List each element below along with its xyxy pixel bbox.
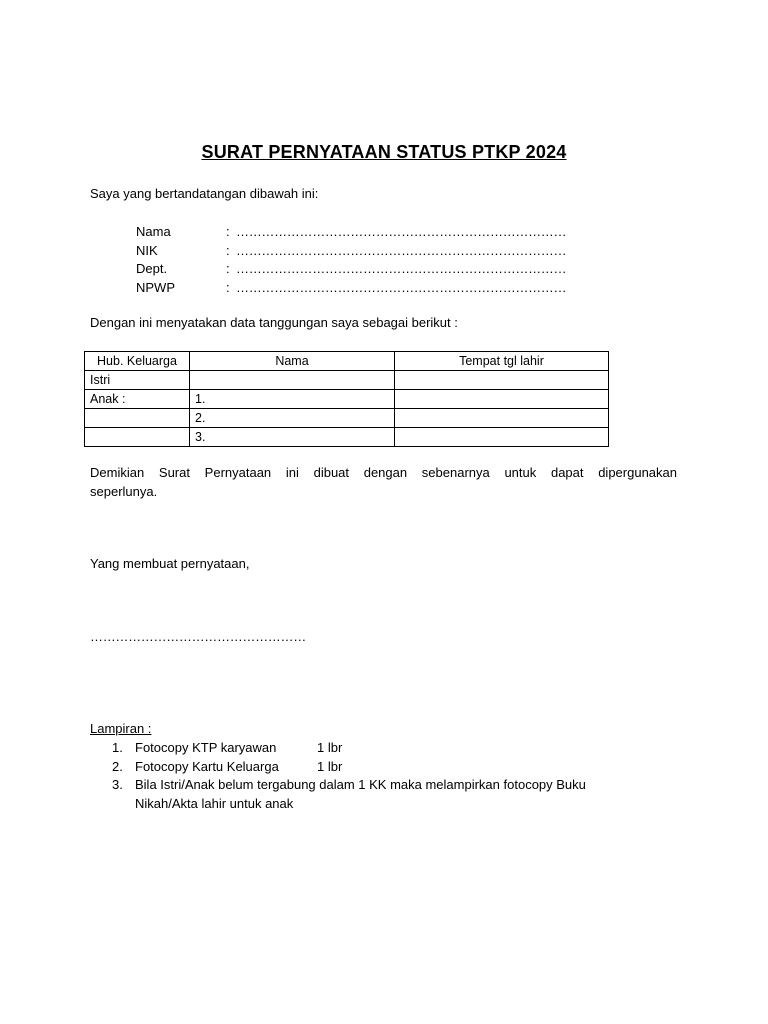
field-label: Nama: [136, 224, 171, 239]
list-item-name: Bila Istri/Anak belum tergabung dalam 1 KK maka melampirkan fotocopy Buku Nikah/Akta lahir untuk anak: [135, 777, 586, 811]
field-colon: :: [226, 224, 230, 239]
table-row: [85, 390, 609, 409]
signer-label: Yang membuat pernyataan,: [90, 556, 250, 571]
table-cell: [85, 409, 190, 428]
list-item-qty: 1 lbr: [317, 740, 343, 755]
closing-paragraph: [90, 463, 677, 501]
field-colon: :: [226, 279, 230, 295]
list-item: [112, 758, 632, 777]
field-value: ……………………………………………………………………: [236, 224, 567, 239]
table-cell: 3.: [190, 428, 395, 447]
field-value: ……………………………………………………………………: [236, 261, 567, 276]
table-header-cell: Tempat tgl lahir: [395, 352, 609, 371]
table-row: [85, 371, 609, 390]
field-label: NPWP: [136, 279, 175, 295]
table-cell: [395, 371, 609, 390]
closing-line: seperlunya.: [90, 484, 158, 499]
list-item: [112, 739, 632, 758]
field-nama: [136, 223, 566, 242]
identity-fields: [136, 223, 566, 297]
field-dept: [136, 260, 566, 279]
signature-line: ……………………………………………: [90, 629, 306, 644]
statement-text: Dengan ini menyatakan data tanggungan saya sebagai berikut :: [90, 315, 458, 330]
intro-text: Saya yang bertandatangan dibawah ini:: [90, 186, 319, 201]
table-cell: [85, 428, 190, 447]
table-cell: Istri: [85, 371, 190, 390]
table-cell: [395, 428, 609, 447]
table-header-cell: Hub. Keluarga: [85, 352, 190, 371]
field-value: ……………………………………………………………………: [236, 279, 567, 295]
list-item-qty: 1 lbr: [317, 758, 343, 774]
table-cell: 1.: [190, 390, 395, 409]
table-cell: Anak :: [85, 390, 190, 409]
field-label: NIK: [136, 242, 158, 258]
table-cell: [190, 371, 395, 390]
table-row: [85, 409, 609, 428]
table-header-cell: Nama: [190, 352, 395, 371]
field-colon: :: [226, 242, 230, 258]
table-cell: 2.: [190, 409, 395, 428]
field-label: Dept.: [136, 261, 168, 276]
table-header-row: [85, 352, 609, 371]
table-row: [85, 428, 609, 447]
list-item-name: Fotocopy KTP karyawan: [135, 740, 277, 755]
list-item-name: Fotocopy Kartu Keluarga: [135, 758, 279, 774]
closing-line: Demikian Surat Pernyataan ini dibuat dengan sebenarnya untuk dapat dipergunakan: [90, 465, 677, 480]
document-title: SURAT PERNYATAAN STATUS PTKP 2024: [201, 142, 567, 162]
table-cell: [395, 409, 609, 428]
list-item-number: 2.: [112, 758, 123, 774]
list-item-number: 1.: [112, 740, 123, 755]
field-value: ……………………………………………………………………: [236, 242, 567, 258]
field-npwp: [136, 279, 566, 298]
field-nik: [136, 242, 566, 261]
attachments-title: Lampiran :: [90, 721, 152, 736]
list-item-number: 3.: [112, 777, 123, 792]
dependents-table: [84, 351, 609, 447]
field-colon: :: [226, 261, 230, 276]
attachments-list: [112, 739, 632, 813]
table-cell: [395, 390, 609, 409]
list-item: [112, 776, 632, 813]
list-item-body: [135, 758, 632, 777]
list-item-body: [135, 739, 632, 758]
